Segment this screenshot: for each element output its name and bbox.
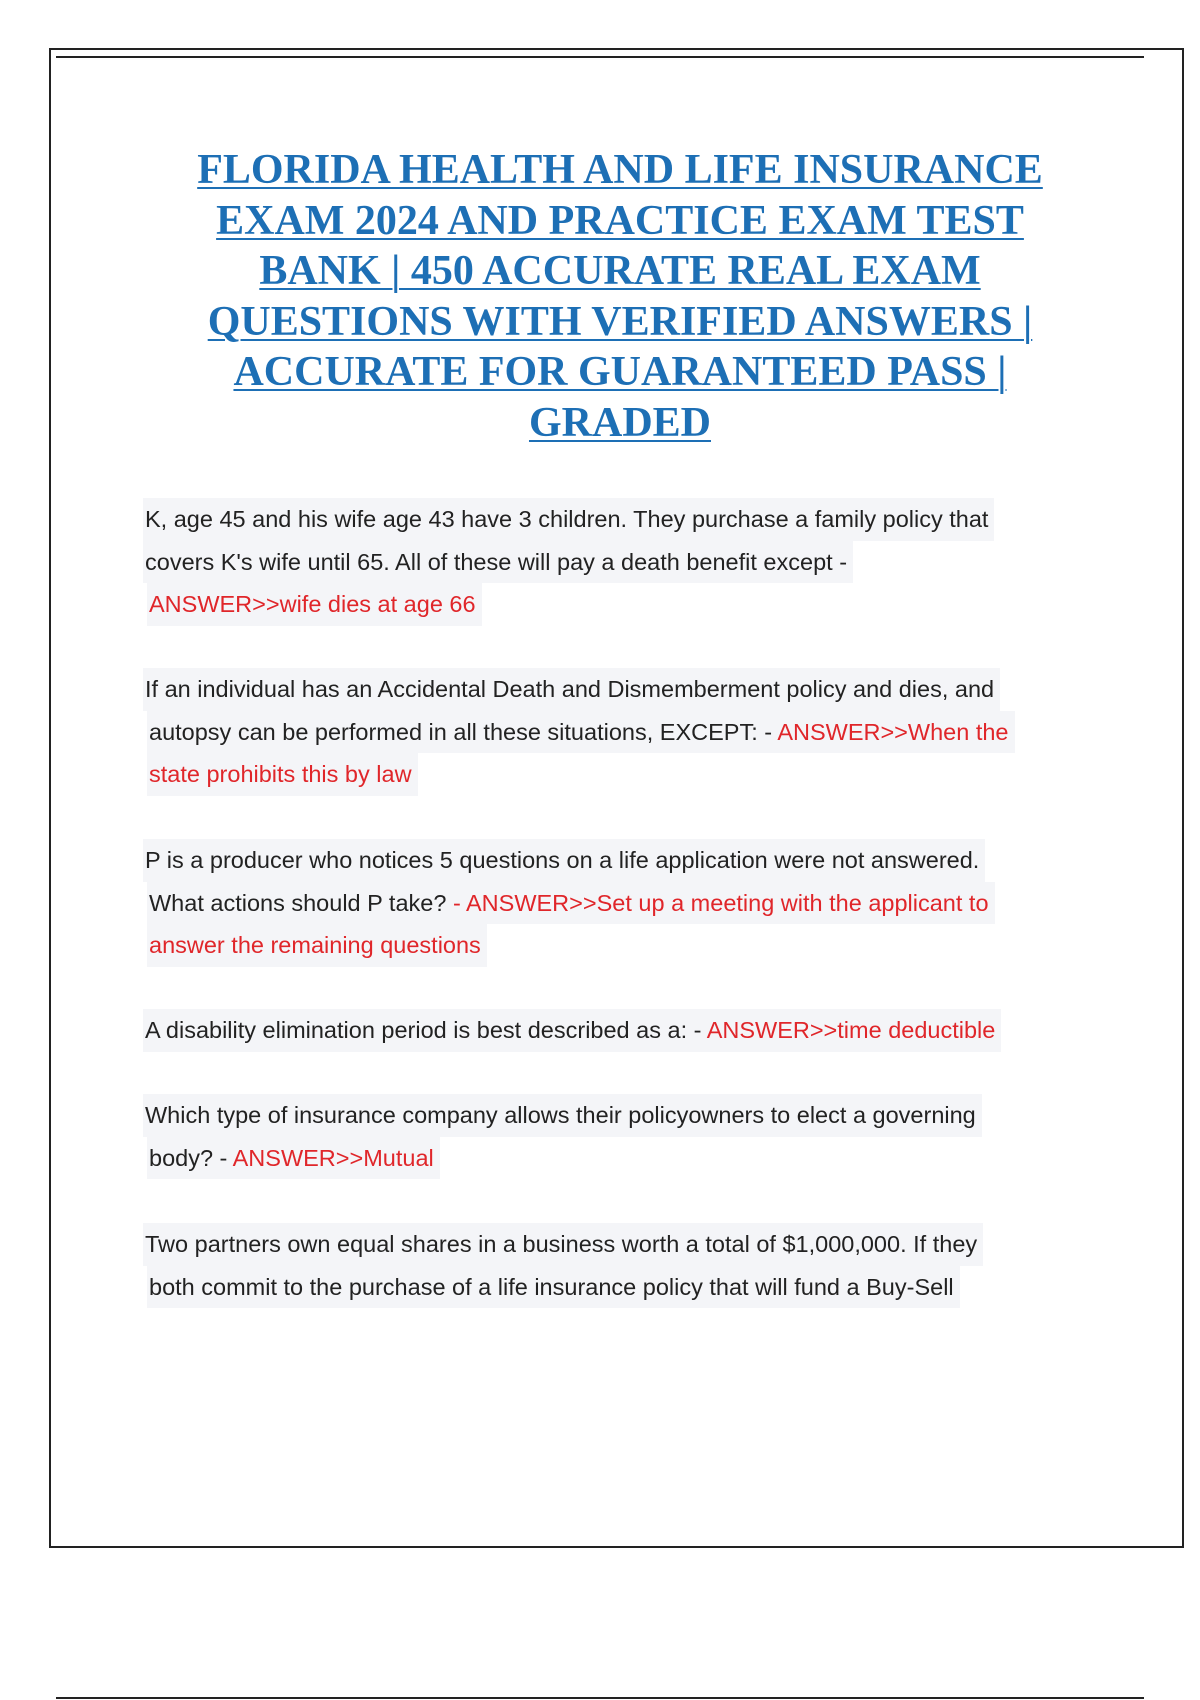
title-line: FLORIDA HEALTH AND LIFE INSURANCE bbox=[197, 147, 1043, 193]
qa-line bbox=[143, 668, 1143, 711]
qa-line bbox=[143, 541, 1143, 584]
title-line: QUESTIONS WITH VERIFIED ANSWERS | bbox=[207, 298, 1033, 345]
qa-line bbox=[143, 711, 1143, 754]
answer-text: ANSWER>>time deductible bbox=[706, 1017, 996, 1043]
qa-line bbox=[143, 583, 1143, 626]
question-text: Which type of insurance company allows their policyowners to elect a governing bbox=[143, 1094, 982, 1137]
qa-line-mixed bbox=[147, 711, 1015, 754]
question-text: A disability elimination period is best described as a: - bbox=[145, 1017, 707, 1043]
title-line: ACCURATE FOR GUARANTEED PASS | bbox=[233, 349, 1007, 395]
answer-text: state prohibits this by law bbox=[147, 753, 418, 796]
question-text: P is a producer who notices 5 questions on a life application were not answered. bbox=[143, 839, 985, 882]
qa-line bbox=[143, 498, 1143, 541]
title-line: GRADED bbox=[528, 399, 711, 446]
qa-line bbox=[143, 1223, 1143, 1266]
question-text: covers K's wife until 65. All of these will pay a death benefit except - bbox=[143, 541, 853, 584]
qa-item bbox=[143, 668, 1143, 796]
bottom-rule bbox=[56, 1697, 1144, 1699]
answer-text: - ANSWER>>Set up a meeting with the applicant to bbox=[452, 889, 989, 916]
qa-line-mixed bbox=[147, 882, 995, 925]
question-text: K, age 45 and his wife age 43 have 3 children. They purchase a family policy that bbox=[143, 498, 994, 541]
document-title bbox=[120, 145, 1120, 448]
qa-line bbox=[143, 1094, 1143, 1137]
answer-text: ANSWER>>When the bbox=[777, 718, 1009, 745]
answer-text: ANSWER>>Mutual bbox=[232, 1144, 434, 1171]
qa-item bbox=[143, 839, 1143, 967]
qa-line bbox=[143, 1009, 1143, 1052]
question-text: If an individual has an Accidental Death and Dismemberment policy and dies, and bbox=[143, 668, 1000, 711]
question-text: What actions should P take? bbox=[149, 889, 453, 916]
qa-line-mixed bbox=[143, 1009, 1001, 1052]
qa-line bbox=[143, 1137, 1143, 1180]
qa-item bbox=[143, 1094, 1143, 1179]
question-text: autopsy can be performed in all these situations, EXCEPT: - bbox=[149, 718, 778, 745]
question-text: body? - bbox=[149, 1144, 233, 1171]
qa-line bbox=[143, 924, 1143, 967]
answer-text: ANSWER>>wife dies at age 66 bbox=[147, 583, 482, 626]
question-text: both commit to the purchase of a life insurance policy that will fund a Buy-Sell bbox=[147, 1266, 960, 1309]
answer-text: answer the remaining questions bbox=[147, 924, 487, 967]
top-rule bbox=[56, 56, 1144, 58]
qa-line bbox=[143, 839, 1143, 882]
qa-line-mixed bbox=[147, 1137, 440, 1180]
title-line: EXAM 2024 AND PRACTICE EXAM TEST bbox=[216, 197, 1024, 244]
qa-item bbox=[143, 498, 1143, 626]
qa-item bbox=[143, 1223, 1143, 1308]
qa-line bbox=[143, 753, 1143, 796]
question-text: Two partners own equal shares in a business worth a total of $1,000,000. If they bbox=[143, 1223, 983, 1266]
qa-line bbox=[143, 1266, 1143, 1309]
qa-item bbox=[143, 1009, 1143, 1052]
title-line: BANK | 450 ACCURATE REAL EXAM bbox=[259, 248, 981, 294]
qa-line bbox=[143, 882, 1143, 925]
